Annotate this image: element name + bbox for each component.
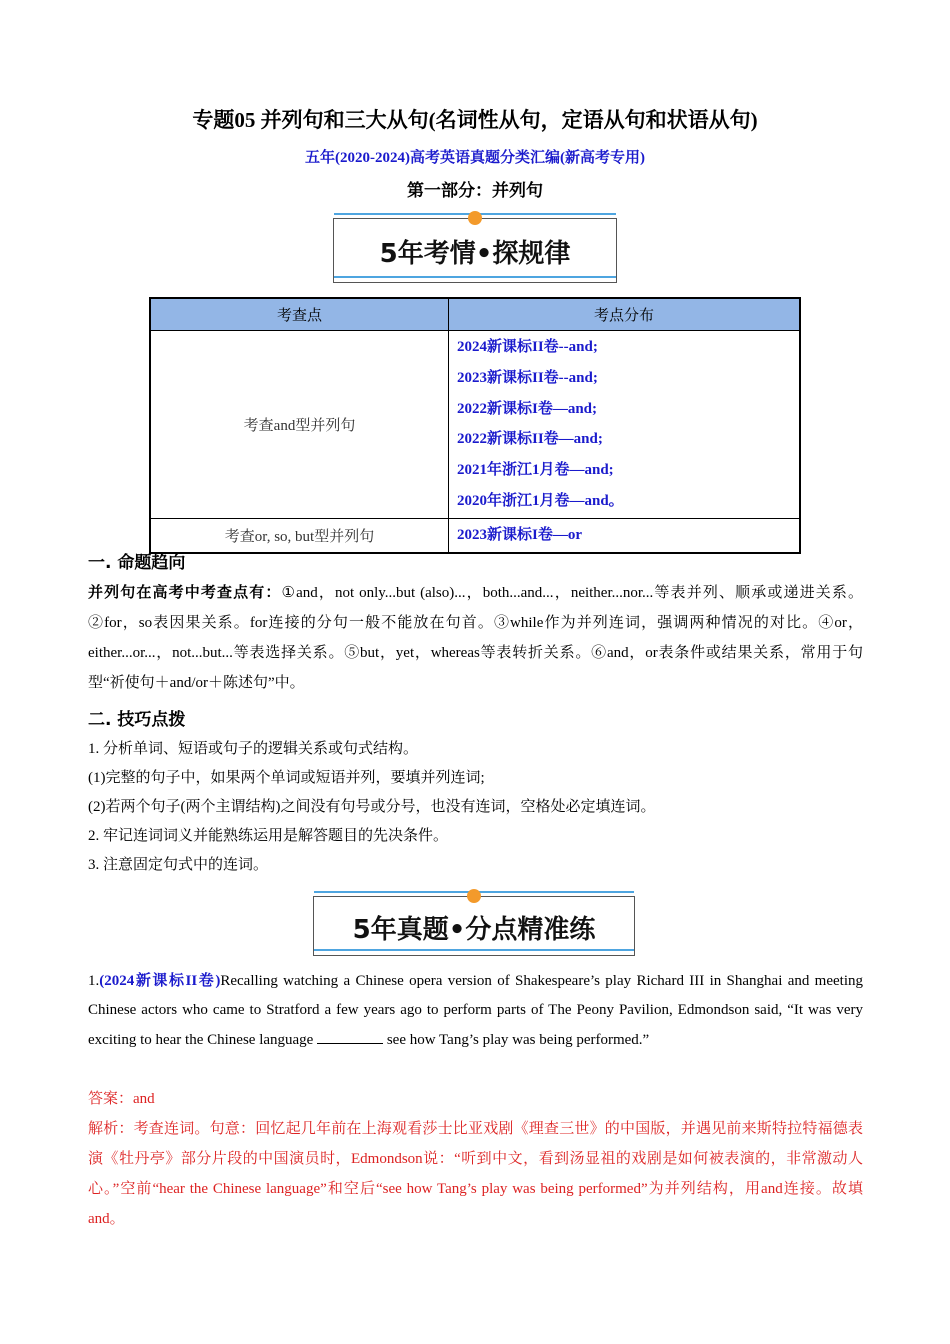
table-cell-point: 考查and型并列句 [150,331,449,519]
section-heading-trend: 一. 命题趋向 [88,553,186,573]
tip-line: 1. 分析单词、短语或句子的逻辑关系或句式结构。 [88,741,419,757]
page-subtitle: 五年(2020-2024)高考英语真题分类汇编(新高考专用) [305,150,645,166]
banner-dot-icon [467,889,481,903]
banner-bottom-line [334,276,616,278]
table-row [150,518,800,552]
question-source: (2024新课标II卷) [99,973,221,989]
section-trend-paragraph [88,578,863,698]
distribution-item: 2022新课标I卷—and; [457,400,598,417]
table-header-cell: 考点分布 [449,298,801,331]
analysis-paragraph: 解析：考查连词。句意：回忆起几年前在上海观看莎士比亚戏剧《理查三世》的中国版，并遇见前来斯特拉特福德表演《牡丹亭》部分片段的中国演员时，Edmondson说：“听到中文，看到汤显祖的戏剧是如何被表演的，非常激动人心。”空前“hear the Chinese language”和空后“see how Tang’s play was being performed”为并列结构，用and连接。故填and。 [88,1121,863,1227]
tip-line: 3. 注意固定句式中的连词。 [88,857,269,873]
question-1 [88,967,863,1055]
exam-distribution-table [149,297,801,554]
banner-dot-icon [468,211,482,225]
section-heading-tips: 二. 技巧点拨 [88,710,186,730]
part-heading: 第一部分：并列句 [407,181,543,200]
distribution-item: 2020年浙江1月卷—and。 [457,492,624,509]
table-header-row [150,298,800,331]
page-title: 专题05 并列句和三大从句(名词性从句，定语从句和状语从句) [192,108,758,132]
banner-practice [313,896,635,956]
distribution-item: 2024新课标II卷--and; [457,339,598,355]
answer-blank[interactable] [317,1029,383,1044]
question-number: 1. [88,973,100,989]
tip-line: (1)完整的句子中，如果两个单词或短语并列，要填并列连词; [88,770,485,786]
table-cell-distribution [449,518,801,552]
paragraph-body: ①and，not only...but (also)...，both...and...，neither...nor...等表并列、顺承或递进关系。②for，so表因果关系。for连接的分句一般不能放在句首。③while作为并列连词，强调两种情况的对比。④or，either...or...，not...but...等表选择关系。⑤but，yet，whereas等表转折关系。⑥and，or表条件或结果关系，常用于句型“祈使句＋and/or＋陈述句”中。 [88,585,863,691]
answer-line: 答案：and [88,1091,155,1107]
distribution-item: 2023新课标II卷--and; [457,369,598,386]
distribution-item: 2021年浙江1月卷—and; [457,462,614,479]
banner-text: 5年考情•探规律 [379,239,571,269]
tip-line: 2. 牢记连词词义并能熟练运用是解答题目的先决条件。 [88,828,449,844]
tip-line: (2)若两个句子(两个主谓结构)之间没有句号或分号，也没有连词，空格处必定填连词。 [88,799,656,815]
paragraph-lead: 并列句在高考中考查点有： [88,585,282,601]
question-text-before: Recalling watching a Chinese opera version of Shakespeare’s play Richard III in Shanghai and meeting Chinese actors who came to Stratford a few years ago to perform parts of The Peony Pavilion, Edmondson said, “It was very exciting to hear the Chinese language [88,973,864,1048]
banner-trend [333,218,617,283]
table-cell-point: 考查or, so, but型并列句 [150,518,449,552]
table-cell-distribution [449,331,801,519]
banner-bottom-line [314,949,634,951]
question-text-after: see how Tang’s play was being performed.” [386,1031,650,1048]
distribution-item: 2022新课标II卷—and; [457,431,603,448]
banner-text: 5年真题•分点精准练 [352,915,596,945]
table-row [150,331,800,519]
distribution-item: 2023新课标I卷—or [457,526,582,543]
table-header-cell: 考查点 [150,298,449,331]
